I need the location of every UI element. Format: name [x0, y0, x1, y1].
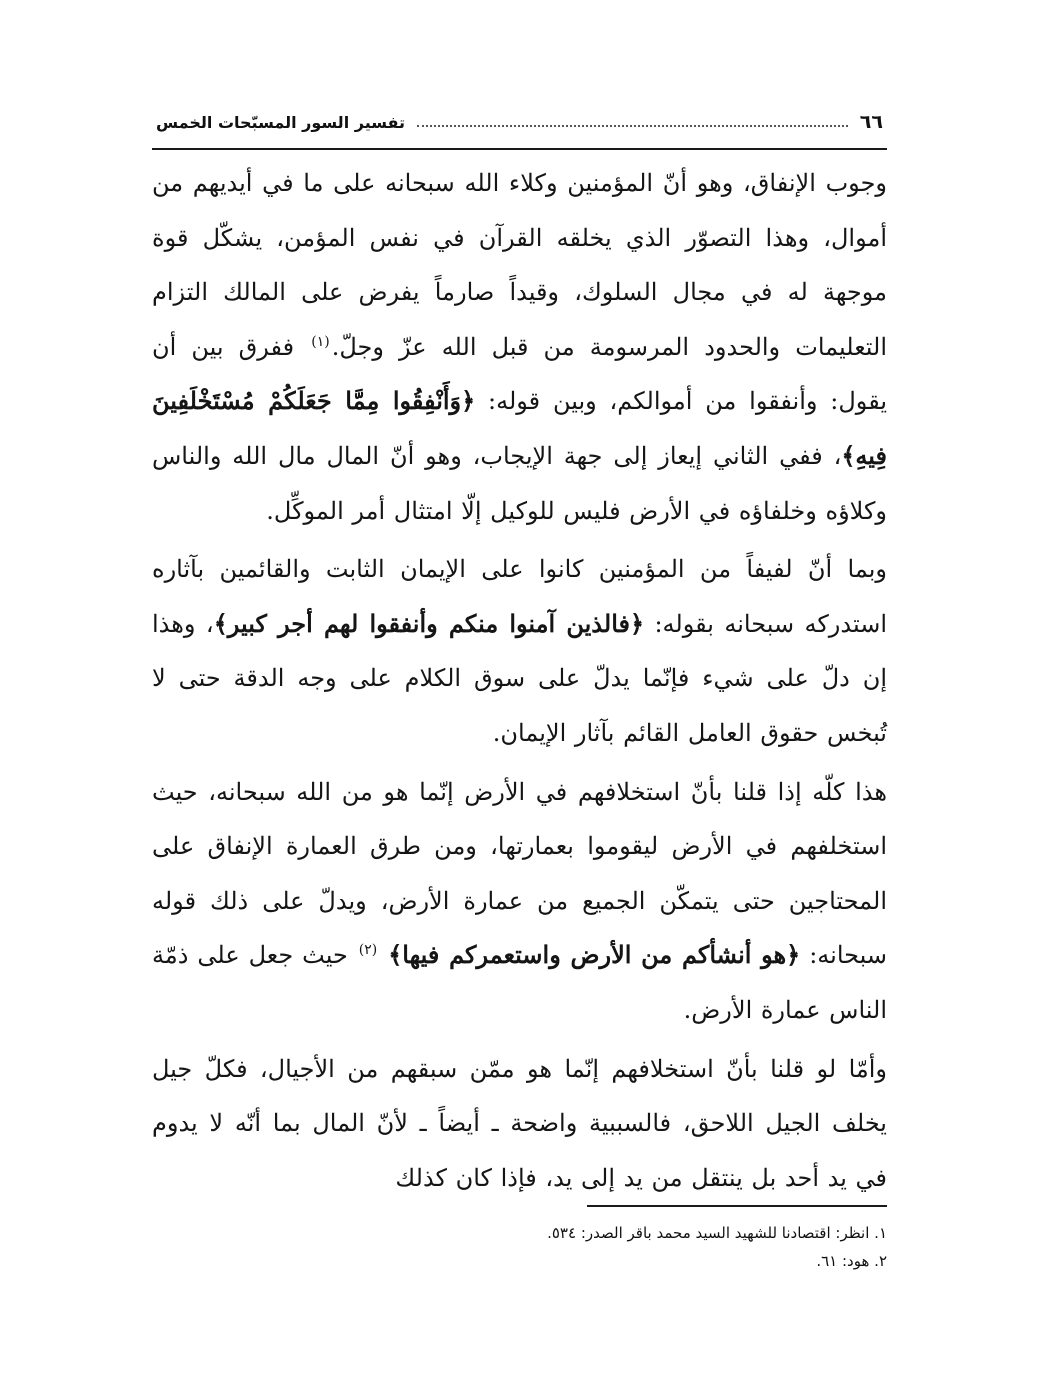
text-run: ففرق بين أن يقول: وأنفقوا من أموالكم، وبين قوله: — [152, 332, 888, 416]
quran-verse: ﴿هو أنشأكم من الأرض واستعمركم فيها﴾ — [388, 940, 801, 970]
running-title: تفسير السور المسبّحات الخمس — [156, 112, 406, 132]
page-header — [152, 96, 887, 150]
footnote-rule — [587, 1205, 887, 1207]
text-run: وبما أنّ لفيفاً من المؤمنين كانوا على الإيمان الثابت والقائمين بآثاره استدركه سبحانه بقوله: — [152, 555, 888, 638]
text-run: وجوب الإنفاق، وهو أنّ المؤمنين وكلاء الله سبحانه على ما في أيديهم من أموال، وهذا التصوّر الذي يخلقه القرآن في نفس المؤمن، يشكّل قوة موجهة له في مجال السلوك، وقيداً صارماً يفرض على المالك التزام التعليمات والحدود المرسومة من قبل الله عزّ وجلّ. — [152, 169, 887, 361]
text-run: ، وهذا إن دلّ على شيء فإنّما يدلّ على سوق الكلام على وجه الدقة حتى لا تُبخس حقوق العامل القائم بآثار الإيمان. — [152, 609, 887, 747]
paragraph — [152, 1042, 887, 1206]
footnote: ١. انظر: اقتصادنا للشهيد السيد محمد باقر الصدر: ٥٣٤. — [547, 1224, 887, 1242]
footnote: ٢. هود: ٦١. — [816, 1252, 887, 1270]
footnote-ref: (١) — [311, 333, 330, 350]
paragraph — [152, 156, 887, 538]
text-run — [379, 941, 388, 969]
text-run: هذا كلّه إذا قلنا بأنّ استخلافهم في الأرض إنّما هو من الله سبحانه، حيث استخلفهم في الأرض ليقوموا بعمارتها، ومن طرق العمارة الإنفاق على المحتاجين حتى يتمكّن الجميع من عمارة الأرض، ويدلّ على ذلك قوله سبحانه: — [152, 777, 887, 970]
body-text — [152, 156, 887, 1205]
quran-verse: ﴿وَأَنْفِقُوا مِمَّا جَعَلَكُمْ مُسْتَخْلَفِينَ فِيهِ﴾ — [152, 386, 887, 470]
dot-leader — [417, 125, 848, 127]
paragraph — [152, 765, 887, 1038]
text-run: ، ففي الثاني إيعاز إلى جهة الإيجاب، وهو أنّ المال مال الله والناس وكلاؤه وخلفاؤه في الأرض فليس للوكيل إلّا امتثال أمر الموكِّل. — [152, 441, 887, 525]
page-number: ٦٦ — [859, 111, 883, 133]
book-page — [152, 96, 887, 1326]
quran-verse: ﴿فالذين آمنوا منكم وأنفقوا لهم أجر كبير﴾ — [213, 608, 645, 638]
footnote-ref: (٢) — [358, 942, 378, 959]
text-run: حيث جعل على ذمّة الناس عمارة الأرض. — [152, 941, 887, 1024]
paragraph — [152, 542, 887, 760]
text-run: وأمّا لو قلنا بأنّ استخلافهم إنّما هو ممّن سبقهم من الأجيال، فكلّ جيل يخلف الجيل اللاحق، فالسببية واضحة ـ أيضاً ـ لأنّ المال بما أنّه لا يدوم في يد أحد بل ينتقل من يد إلى يد، فإذا كان كذلك — [152, 1054, 887, 1192]
footnotes — [152, 1205, 887, 1275]
